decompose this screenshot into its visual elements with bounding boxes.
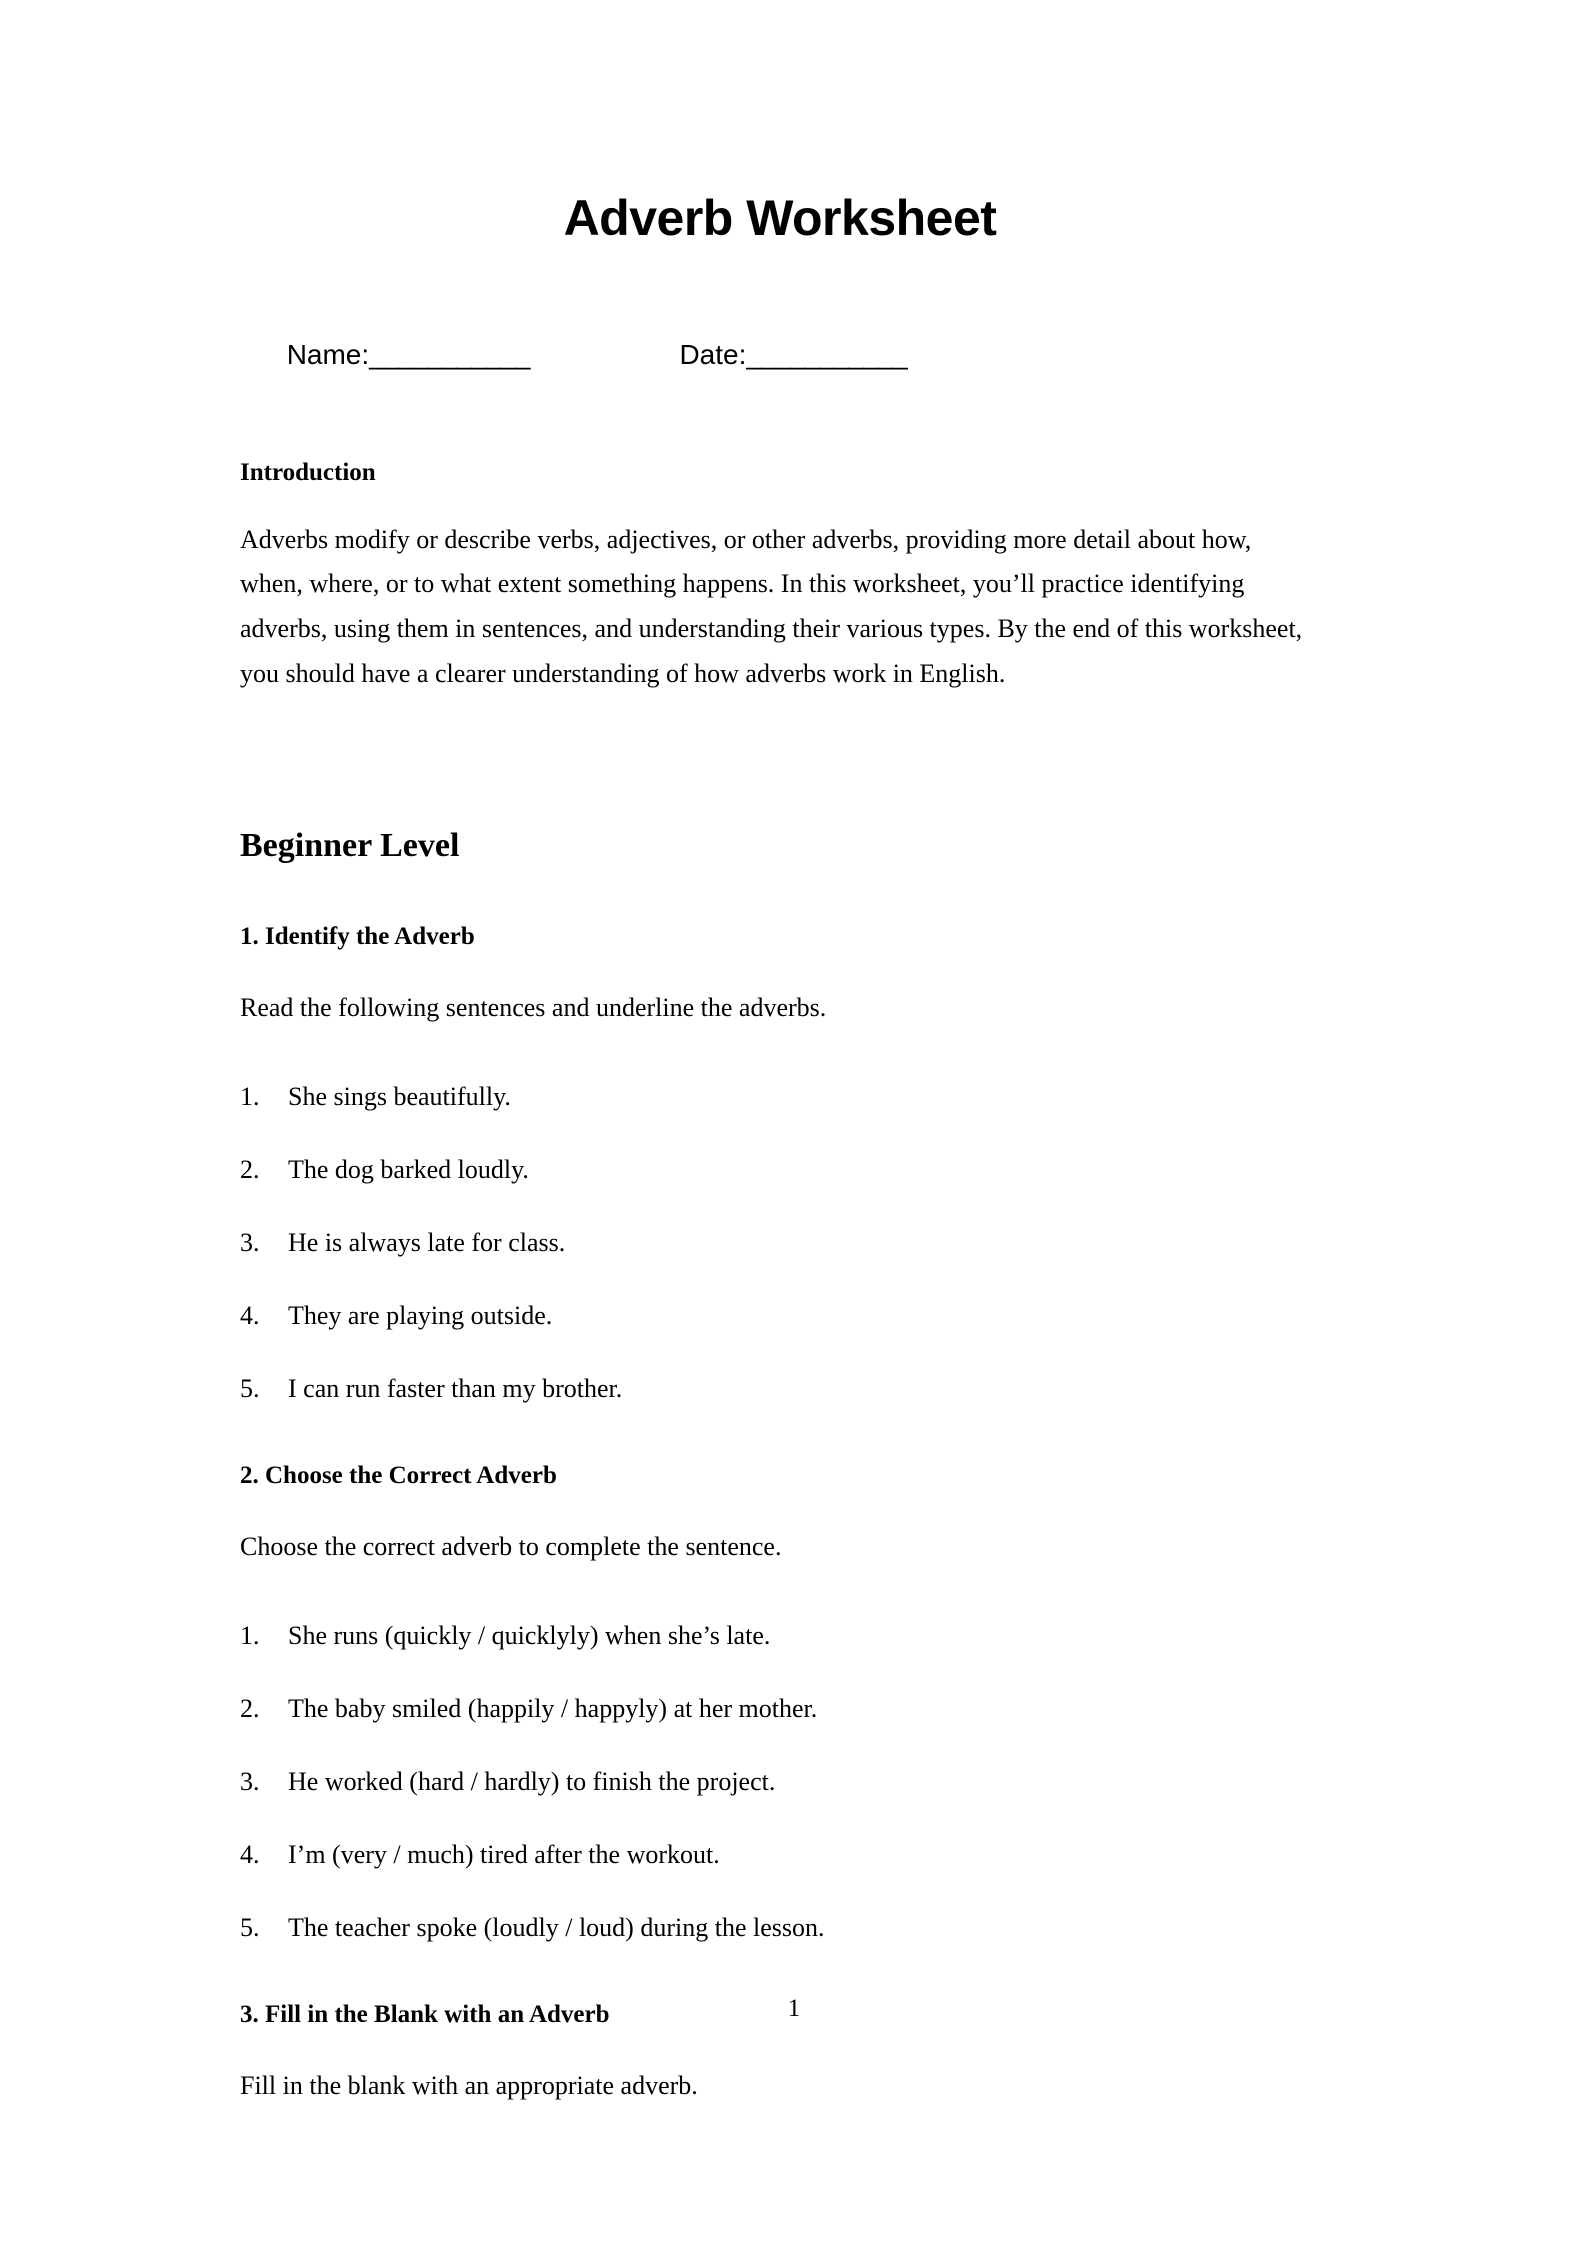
introduction-paragraph: Adverbs modify or describe verbs, adjectives, or other adverbs, providing more detail about how, when, where, or to what extent something happens. In this worksheet, you’ll practice identifying adverbs, using them in sentences, and understanding their various types. By the end of this worksheet, you should have a clearer understanding of how adverbs work in English. [240,524,1303,688]
list-item-text: She sings beautifully. [288,1081,511,1111]
introduction-heading: Introduction [240,459,376,487]
list-item-text: He is always late for class. [288,1227,566,1257]
list-item-number: 4. [240,1300,260,1330]
list-item-number: 5. [240,1912,260,1942]
question-list-identify-the-adverb [240,1029,1320,1408]
list-item-number: 3. [240,1766,260,1796]
section-heading-identify-the-adverb: 1. Identify the Adverb [240,922,475,950]
list-item-text: The dog barked loudly. [288,1154,529,1184]
list-item [240,1077,1320,1116]
page-content [240,0,1320,2107]
list-item-text: The baby smiled (happily / happyly) at her mother. [288,1693,818,1723]
beginner-level-heading: Beginner Level [240,827,460,865]
list-item-text: She runs (quickly / quicklyly) when she’s late. [288,1620,771,1650]
list-item-number: 5. [240,1373,260,1403]
section-instruction-fill-in-the-blank-with-an-adverb: Fill in the blank with an appropriate adverb. [240,2071,698,2101]
list-item-text: The teacher spoke (loudly / loud) during the lesson. [288,1912,825,1942]
date-label: Date: [679,338,747,370]
list-item [240,1369,1320,1408]
section-instruction-identify-the-adverb: Read the following sentences and underline the adverbs. [240,993,827,1023]
list-item [240,1835,1320,1874]
list-item [240,1908,1320,1947]
list-item-text: I’m (very / much) tired after the workout. [288,1839,720,1869]
list-item-text: He worked (hard / hardly) to finish the project. [288,1766,776,1796]
question-list-choose-the-correct-adverb [240,1568,1320,1947]
name-date-row [240,296,1320,414]
list-item-number: 2. [240,1693,260,1723]
list-item-number: 1. [240,1081,260,1111]
list-item [240,1296,1320,1335]
list-item-number: 3. [240,1227,260,1257]
section-heading-choose-the-correct-adverb: 2. Choose the Correct Adverb [240,1461,557,1489]
list-item [240,1616,1320,1655]
list-item [240,1150,1320,1189]
name-label: Name: [286,338,370,370]
section-instruction-choose-the-correct-adverb: Choose the correct adverb to complete the sentence. [240,1532,782,1562]
list-item-text: They are playing outside. [288,1300,553,1330]
list-item-number: 1. [240,1620,260,1650]
name-blank-rule[interactable]: ___________ [369,338,530,370]
list-item-text: I can run faster than my brother. [288,1373,623,1403]
list-item [240,1762,1320,1801]
list-item [240,1223,1320,1262]
list-item [240,1689,1320,1728]
list-item-number: 2. [240,1154,260,1184]
page-number: 1 [787,1995,801,2022]
list-item-number: 4. [240,1839,260,1869]
page-title: Adverb Worksheet [563,190,997,246]
section-heading-fill-in-the-blank-with-an-adverb: 3. Fill in the Blank with an Adverb [240,2000,610,2028]
date-blank-rule[interactable]: ___________ [746,338,907,370]
